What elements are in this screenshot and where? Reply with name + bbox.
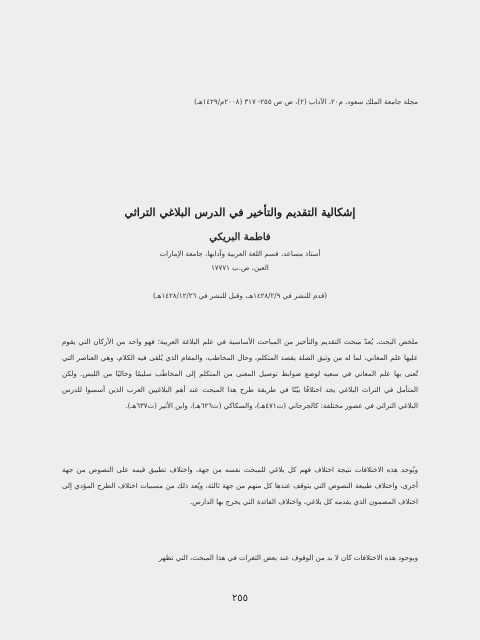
abstract-text-3: وبوجود هذه الاختلافات كان لا بد من الوقوف عند بعض الثغرات في هذا المبحث، التي تظهر — [158, 554, 418, 562]
page-number: ٢٥٥ — [231, 593, 249, 604]
author-address: العين، ص.ب ١٧٧٧١ — [211, 264, 269, 272]
abstract-text-2: ويُوجد هذه الاختلافات نتيجة اختلاف فهم كل بلاغي للمبحث نفسه من جهة، واختلاف تطبيق قيمه على النصوص من جهة أخرى، واختلاف طبيعة النصوص التي يتوقف عندها كل منهم من جهة ثالثة، ويُعد ذلك من مسببات اختلاف الطرح المؤدي إلى اختلاف المضمون الذي يقدمه كل بلاغي، واختلاف الفائدة التي يخرج بها الدارس. — [62, 466, 418, 506]
abstract-paragraph-2 — [62, 462, 418, 544]
article-title: إشكالية التقديم والتأخير في الدرس البلاغي التراثي — [124, 206, 356, 219]
abstract-paragraph-1 — [62, 334, 418, 446]
submission-dates: (قدم للنشر في ١٤٢٨/٢/٩هـ، وقبل للنشر في ١٤٢٨/١٢/٢٦هـ) — [152, 292, 328, 300]
author-name: فاطمة البريكي — [209, 232, 271, 243]
journal-citation: مجلة جامعة الملك سعود، م٢٠، الآداب (٢)، ص ص ٢٥٥- ٣١٧ (٢٠٠٨م/١٤٢٩هـ) — [194, 98, 418, 106]
author-affiliation: أستاذ مساعد، قسم اللغة العربية وآدابها، جامعة الإمارات — [159, 250, 321, 258]
abstract-paragraph-3 — [62, 550, 418, 564]
abstract-text-1: ملخص البحث. يُعدّ مبحث التقديم والتأخير من المباحث الأساسية في علم البلاغة العربية؛ فهو واحد من الأركان التي يقوم عليها علم المعاني، لما له من وثيق الصلة بقصد المتكلم، وحال المخاطب، والمقام الذي يُلقى فيه الكلام، وهي العناصر التي تُعنى بها علم المعاني في سعيه لوضع ضوابط توصيل المعنى من المتكلم إلى المخاطَب سليمًا وخاليًا من اللبس. ولكن المتأمل في التراث البلاغي يجد اختلافًا بيّنًا في طريقة طرح هذا المبحث عند أهم البلاغيين العرب الذين أسسوا للدرس البلاغي التراثي في عصور مختلفة: كالجرجاني (ت٤٧١هـ)، والسكاكي (ت٦٢٦هـ)، وابن الأثير (ت٦٣٧هـ). — [62, 338, 418, 410]
